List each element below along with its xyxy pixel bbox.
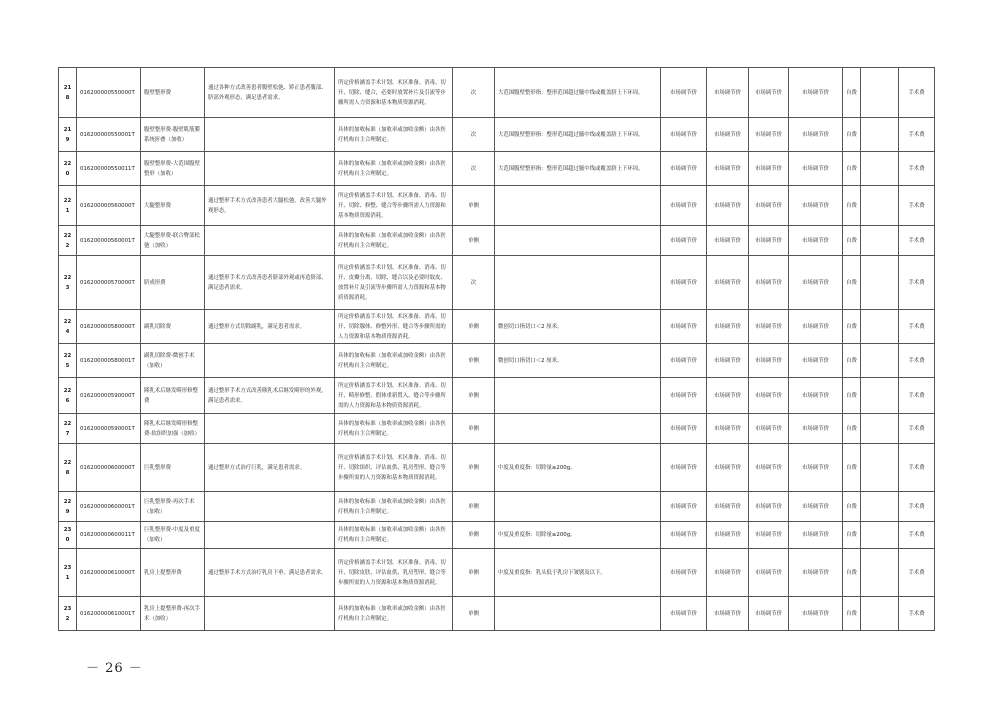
- table-row: [59, 549, 935, 597]
- explanation: 中度及重度指：乳头低于乳房下皱襞及以下。: [495, 549, 661, 597]
- row-number: 220: [59, 152, 77, 186]
- blank-cell: [861, 310, 899, 344]
- item-code: 016200000550011T: [77, 152, 141, 186]
- explanation: [495, 226, 661, 256]
- price-level-3: 市场调节价: [749, 186, 789, 226]
- row-number: 230: [59, 522, 77, 549]
- service-connotation: [205, 492, 335, 522]
- table-row: [59, 522, 935, 549]
- price-level-3: 市场调节价: [749, 256, 789, 310]
- row-number: 223: [59, 256, 77, 310]
- fee-category: 手术费: [899, 344, 935, 378]
- price-level-1: 市场调节价: [661, 522, 707, 549]
- payment-type: 自费: [843, 444, 861, 492]
- service-connotation: 通过整形手术方式改善隆乳术后继发畸形的外观，满足患者需求。: [205, 378, 335, 414]
- payment-type: 自费: [843, 522, 861, 549]
- price-content: 所定价格涵盖手术计划、术区准备、消毒、切开、切除组织、评估血供、乳房塑形、缝合等步骤所需的人力资源和基本物质资源消耗。: [335, 444, 453, 492]
- price-level-3: 市场调节价: [749, 414, 789, 444]
- price-level-1: 市场调节价: [661, 310, 707, 344]
- price-level-1: 市场调节价: [661, 68, 707, 118]
- price-content: 所定价格涵盖手术计划、术区准备、消毒、切开、切除、修整、缝合等步骤所需人力资源和基本物质资源消耗。: [335, 186, 453, 226]
- payment-type: 自费: [843, 256, 861, 310]
- price-level-4: 市场调节价: [789, 68, 843, 118]
- price-level-3: 市场调节价: [749, 344, 789, 378]
- price-level-4: 市场调节价: [789, 226, 843, 256]
- fee-category: 手术费: [899, 152, 935, 186]
- item-code: 016200000580000T: [77, 310, 141, 344]
- payment-type: 自费: [843, 310, 861, 344]
- explanation: 大范围腹壁整形指：整形范围超过腋中线或覆盖脐上下环周。: [495, 68, 661, 118]
- price-level-4: 市场调节价: [789, 549, 843, 597]
- explanation: 微创切口指切口＜2 厘米。: [495, 310, 661, 344]
- price-level-1: 市场调节价: [661, 444, 707, 492]
- price-table: [58, 67, 935, 631]
- price-level-3: 市场调节价: [749, 444, 789, 492]
- service-connotation: [205, 597, 335, 631]
- price-content: 所定价格涵盖手术计划、术区准备、消毒、切开、切除皮肤、评估血供、乳房塑形、缝合等步骤所需的人力资源和基本物质资源消耗。: [335, 549, 453, 597]
- blank-cell: [861, 522, 899, 549]
- row-number: 226: [59, 378, 77, 414]
- price-level-4: 市场调节价: [789, 414, 843, 444]
- item-code: 016200000560001T: [77, 226, 141, 256]
- row-number: 221: [59, 186, 77, 226]
- item-name: 大腿整形费: [141, 186, 205, 226]
- service-connotation: 通过整形方式切除副乳，满足患者需求。: [205, 310, 335, 344]
- row-number: 222: [59, 226, 77, 256]
- pricing-unit: 单侧: [453, 597, 495, 631]
- price-content: 具体的加收标准（加收率或加收金额）由各医疗机构自主合理制定。: [335, 414, 453, 444]
- pricing-unit: 单侧: [453, 522, 495, 549]
- pricing-unit: 单侧: [453, 549, 495, 597]
- item-code: 016200000550000T: [77, 68, 141, 118]
- payment-type: 自费: [843, 226, 861, 256]
- price-level-2: 市场调节价: [707, 492, 749, 522]
- explanation: 中度及重度指：切除量≥200g。: [495, 522, 661, 549]
- fee-category: 手术费: [899, 414, 935, 444]
- item-code: 016200000610000T: [77, 549, 141, 597]
- fee-category: 手术费: [899, 68, 935, 118]
- pricing-unit: 次: [453, 256, 495, 310]
- blank-cell: [861, 68, 899, 118]
- row-number: 229: [59, 492, 77, 522]
- price-level-4: 市场调节价: [789, 492, 843, 522]
- price-level-1: 市场调节价: [661, 118, 707, 152]
- table-row: [59, 118, 935, 152]
- price-level-3: 市场调节价: [749, 226, 789, 256]
- pricing-unit: 单侧: [453, 344, 495, 378]
- price-level-4: 市场调节价: [789, 186, 843, 226]
- price-level-1: 市场调节价: [661, 152, 707, 186]
- explanation: [495, 414, 661, 444]
- price-content: 具体的加收标准（加收率或加收金额）由各医疗机构自主合理制定。: [335, 118, 453, 152]
- item-code: 016200000560000T: [77, 186, 141, 226]
- table-row: [59, 378, 935, 414]
- item-name: 乳房上提整形费: [141, 549, 205, 597]
- row-number: 232: [59, 597, 77, 631]
- table-row: [59, 492, 935, 522]
- price-level-1: 市场调节价: [661, 256, 707, 310]
- blank-cell: [861, 344, 899, 378]
- item-code: 016200000550001T: [77, 118, 141, 152]
- item-code: 016200000590000T: [77, 378, 141, 414]
- explanation: 中度及重度指：切除量≥200g。: [495, 444, 661, 492]
- service-connotation: [205, 152, 335, 186]
- price-level-4: 市场调节价: [789, 310, 843, 344]
- blank-cell: [861, 597, 899, 631]
- blank-cell: [861, 152, 899, 186]
- pricing-unit: 次: [453, 118, 495, 152]
- explanation: [495, 597, 661, 631]
- price-level-3: 市场调节价: [749, 549, 789, 597]
- table-row: [59, 414, 935, 444]
- blank-cell: [861, 256, 899, 310]
- service-connotation: 通过整形手术方式改善患者大腿松弛，改善大腿外观形态。: [205, 186, 335, 226]
- service-connotation: [205, 226, 335, 256]
- fee-category: 手术费: [899, 549, 935, 597]
- item-code: 016200000580001T: [77, 344, 141, 378]
- item-name: 隆乳术后继发畸形修整费-软组织加强（加收）: [141, 414, 205, 444]
- payment-type: 自费: [843, 597, 861, 631]
- service-connotation: [205, 414, 335, 444]
- table-row: [59, 226, 935, 256]
- item-name: 副乳切除费-微创手术（加收）: [141, 344, 205, 378]
- item-name: 腹壁整形费-大范围腹壁整形（加收）: [141, 152, 205, 186]
- fee-category: 手术费: [899, 444, 935, 492]
- price-level-4: 市场调节价: [789, 522, 843, 549]
- table-row: [59, 68, 935, 118]
- price-level-2: 市场调节价: [707, 597, 749, 631]
- price-level-4: 市场调节价: [789, 256, 843, 310]
- price-level-1: 市场调节价: [661, 549, 707, 597]
- table-row: [59, 344, 935, 378]
- row-number: 227: [59, 414, 77, 444]
- table-row: [59, 310, 935, 344]
- item-name: 脐成形费: [141, 256, 205, 310]
- price-level-1: 市场调节价: [661, 186, 707, 226]
- price-level-3: 市场调节价: [749, 118, 789, 152]
- service-connotation: [205, 344, 335, 378]
- price-content: 具体的加收标准（加收率或加收金额）由各医疗机构自主合理制定。: [335, 226, 453, 256]
- payment-type: 自费: [843, 68, 861, 118]
- item-code: 016200000570000T: [77, 256, 141, 310]
- service-connotation: 通过整形手术方式改善患者脐部外观或再造脐部，满足患者需求。: [205, 256, 335, 310]
- price-level-2: 市场调节价: [707, 522, 749, 549]
- explanation: [495, 186, 661, 226]
- item-code: 016200000600000T: [77, 444, 141, 492]
- item-code: 016200000610001T: [77, 597, 141, 631]
- item-name: 巨乳整形费: [141, 444, 205, 492]
- payment-type: 自费: [843, 549, 861, 597]
- item-name: 大腿整形费-联合臀部松弛（加收）: [141, 226, 205, 256]
- blank-cell: [861, 186, 899, 226]
- fee-category: 手术费: [899, 597, 935, 631]
- item-code: 016200000590001T: [77, 414, 141, 444]
- service-connotation: [205, 118, 335, 152]
- row-number: 224: [59, 310, 77, 344]
- blank-cell: [861, 549, 899, 597]
- price-level-2: 市场调节价: [707, 549, 749, 597]
- price-content: 具体的加收标准（加收率或加收金额）由各医疗机构自主合理制定。: [335, 152, 453, 186]
- price-content: 所定价格涵盖手术计划、术区准备、消毒、切开、畸形修整、假体重新置入、缝合等步骤所需的人力资源和基本物质资源消耗。: [335, 378, 453, 414]
- pricing-unit: 单侧: [453, 444, 495, 492]
- fee-category: 手术费: [899, 118, 935, 152]
- price-level-1: 市场调节价: [661, 344, 707, 378]
- price-level-4: 市场调节价: [789, 152, 843, 186]
- pricing-unit: 单侧: [453, 378, 495, 414]
- price-level-3: 市场调节价: [749, 68, 789, 118]
- row-number: 231: [59, 549, 77, 597]
- fee-category: 手术费: [899, 256, 935, 310]
- price-level-2: 市场调节价: [707, 186, 749, 226]
- service-connotation: 通过各种方式改善患者腹壁松弛、矫正患者腹部、脐部外观形态，满足患者需求。: [205, 68, 335, 118]
- blank-cell: [861, 414, 899, 444]
- explanation: 微创切口指切口＜2 厘米。: [495, 344, 661, 378]
- price-content: 所定价格涵盖手术计划、术区准备、消毒、切开、皮瓣分离、切除、缝合以及必要时取皮、放置补片及引流等步骤所需人力资源和基本物质资源消耗。: [335, 256, 453, 310]
- payment-type: 自费: [843, 492, 861, 522]
- price-level-4: 市场调节价: [789, 344, 843, 378]
- price-content: 具体的加收标准（加收率或加收金额）由各医疗机构自主合理制定。: [335, 597, 453, 631]
- item-name: 乳房上提整形费-再次手术（加收）: [141, 597, 205, 631]
- table-row: [59, 597, 935, 631]
- explanation: 大范围腹壁整形指：整形范围超过腋中线或覆盖脐上下环周。: [495, 152, 661, 186]
- price-content: 具体的加收标准（加收率或加收金额）由各医疗机构自主合理制定。: [335, 522, 453, 549]
- price-level-3: 市场调节价: [749, 597, 789, 631]
- payment-type: 自费: [843, 118, 861, 152]
- item-name: 腹壁整形费: [141, 68, 205, 118]
- blank-cell: [861, 492, 899, 522]
- price-level-2: 市场调节价: [707, 414, 749, 444]
- explanation: [495, 492, 661, 522]
- service-connotation: 通过整形方式治疗巨乳，满足患者需求。: [205, 444, 335, 492]
- payment-type: 自费: [843, 186, 861, 226]
- page-number: － 26 －: [86, 661, 143, 676]
- payment-type: 自费: [843, 378, 861, 414]
- fee-category: 手术费: [899, 310, 935, 344]
- price-level-1: 市场调节价: [661, 492, 707, 522]
- price-level-2: 市场调节价: [707, 310, 749, 344]
- pricing-unit: 次: [453, 152, 495, 186]
- price-content: 所定价格涵盖手术计划、术区准备、消毒、切开、切除、缝合，必要时放置补片及引流等步骤所需人力资源和基本物质资源消耗。: [335, 68, 453, 118]
- item-name: 腹壁整形费-腹壁肌筋膜系统折叠（加收）: [141, 118, 205, 152]
- fee-category: 手术费: [899, 226, 935, 256]
- row-number: 228: [59, 444, 77, 492]
- item-code: 016200000600011T: [77, 522, 141, 549]
- price-level-4: 市场调节价: [789, 444, 843, 492]
- price-level-2: 市场调节价: [707, 378, 749, 414]
- blank-cell: [861, 226, 899, 256]
- item-name: 副乳切除费: [141, 310, 205, 344]
- price-level-1: 市场调节价: [661, 378, 707, 414]
- payment-type: 自费: [843, 152, 861, 186]
- price-level-4: 市场调节价: [789, 378, 843, 414]
- fee-category: 手术费: [899, 522, 935, 549]
- item-name: 隆乳术后继发畸形修整费: [141, 378, 205, 414]
- price-table-sheet: [58, 67, 934, 631]
- pricing-unit: 单侧: [453, 186, 495, 226]
- price-level-2: 市场调节价: [707, 68, 749, 118]
- price-table-body: [59, 68, 935, 631]
- blank-cell: [861, 118, 899, 152]
- row-number: 219: [59, 118, 77, 152]
- price-content: 具体的加收标准（加收率或加收金额）由各医疗机构自主合理制定。: [335, 344, 453, 378]
- service-connotation: 通过整形手术方式治疗乳房下垂，满足患者需求。: [205, 549, 335, 597]
- table-row: [59, 186, 935, 226]
- row-number: 218: [59, 68, 77, 118]
- price-level-3: 市场调节价: [749, 378, 789, 414]
- price-level-3: 市场调节价: [749, 152, 789, 186]
- price-content: 所定价格涵盖手术计划、术区准备、消毒、切开、切除腺体、修整外形、缝合等步骤所需的人力资源和基本物质资源消耗。: [335, 310, 453, 344]
- pricing-unit: 次: [453, 68, 495, 118]
- price-level-3: 市场调节价: [749, 522, 789, 549]
- blank-cell: [861, 444, 899, 492]
- pricing-unit: 单侧: [453, 226, 495, 256]
- price-level-3: 市场调节价: [749, 492, 789, 522]
- payment-type: 自费: [843, 414, 861, 444]
- price-level-2: 市场调节价: [707, 226, 749, 256]
- pricing-unit: 单侧: [453, 414, 495, 444]
- price-level-2: 市场调节价: [707, 152, 749, 186]
- price-level-1: 市场调节价: [661, 414, 707, 444]
- price-level-2: 市场调节价: [707, 256, 749, 310]
- price-level-3: 市场调节价: [749, 310, 789, 344]
- price-level-2: 市场调节价: [707, 444, 749, 492]
- fee-category: 手术费: [899, 186, 935, 226]
- row-number: 225: [59, 344, 77, 378]
- payment-type: 自费: [843, 344, 861, 378]
- table-row: [59, 256, 935, 310]
- table-row: [59, 444, 935, 492]
- price-level-1: 市场调节价: [661, 226, 707, 256]
- service-connotation: [205, 522, 335, 549]
- price-level-2: 市场调节价: [707, 118, 749, 152]
- pricing-unit: 单侧: [453, 492, 495, 522]
- explanation: 大范围腹壁整形指：整形范围超过腋中线或覆盖脐上下环周。: [495, 118, 661, 152]
- pricing-unit: 单侧: [453, 310, 495, 344]
- price-level-4: 市场调节价: [789, 597, 843, 631]
- explanation: [495, 378, 661, 414]
- item-code: 016200000600001T: [77, 492, 141, 522]
- price-content: 具体的加收标准（加收率或加收金额）由各医疗机构自主合理制定。: [335, 492, 453, 522]
- fee-category: 手术费: [899, 492, 935, 522]
- price-level-1: 市场调节价: [661, 597, 707, 631]
- item-name: 巨乳整形费-中度及重度（加收）: [141, 522, 205, 549]
- price-level-4: 市场调节价: [789, 118, 843, 152]
- blank-cell: [861, 378, 899, 414]
- item-name: 巨乳整形费-再次手术（加收）: [141, 492, 205, 522]
- explanation: [495, 256, 661, 310]
- fee-category: 手术费: [899, 378, 935, 414]
- price-level-2: 市场调节价: [707, 344, 749, 378]
- table-row: [59, 152, 935, 186]
